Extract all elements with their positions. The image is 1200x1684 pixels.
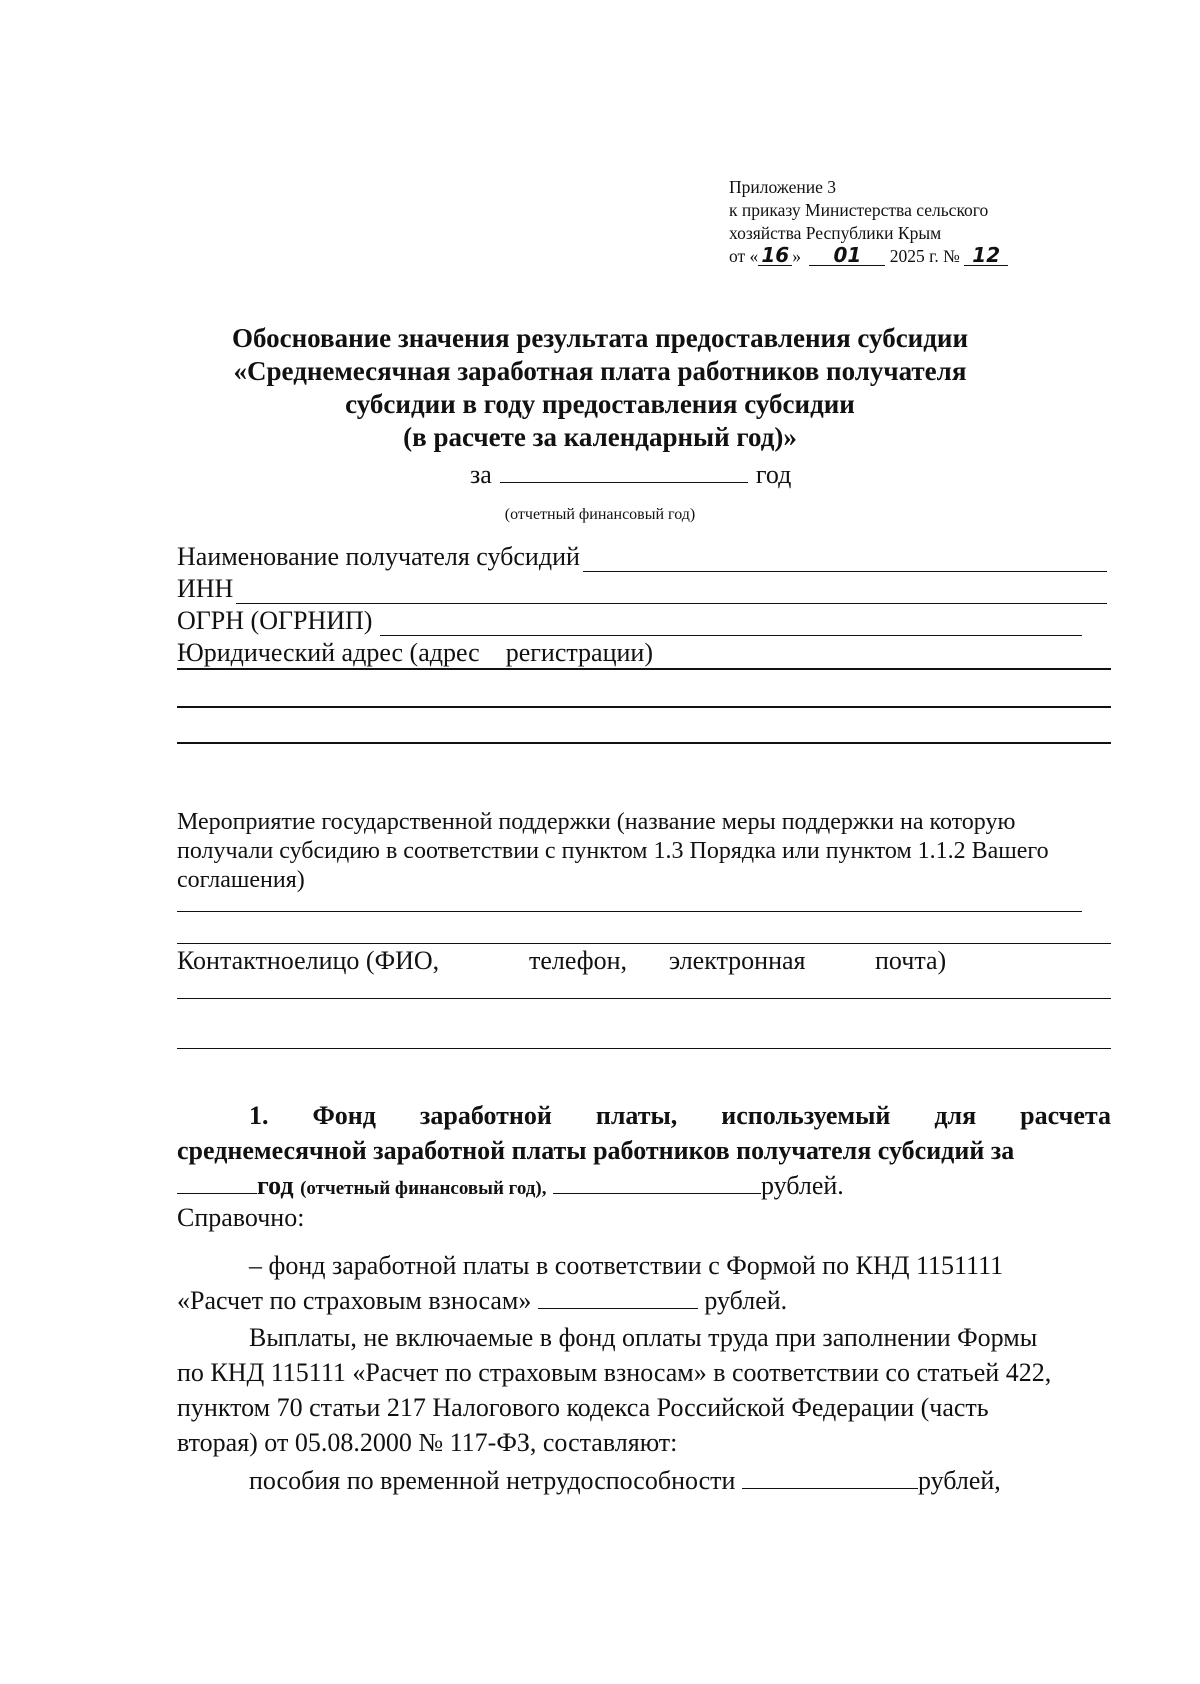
document-title (160, 322, 1040, 454)
benefits-amount-blank[interactable] (742, 1488, 918, 1489)
section-1-line-1: 1. Фонд заработной платы, используемый для расчета (249, 1101, 1111, 1130)
payments-paragraph (177, 1320, 1111, 1460)
title-line-2: «Среднемесячная заработная плата работников получателя (233, 356, 967, 386)
support-measure-blank-1[interactable] (177, 911, 1082, 912)
section-1-amount-blank[interactable] (553, 1193, 761, 1194)
reference-label: Справочно: (177, 1203, 305, 1232)
period-za: за (470, 460, 492, 489)
period-god: год (755, 460, 792, 489)
fund-amount-blank[interactable] (538, 1308, 698, 1309)
support-measure-line-1: Мероприятие государственной поддержки (название меры поддержки на которую (177, 809, 1016, 835)
recipient-name-field (177, 542, 1107, 572)
title-line-1: Обоснование значения результата предоставления субсидии (231, 323, 969, 353)
appendix-order-ref: к приказу Министерства сельского (729, 200, 989, 220)
contact-blank-2[interactable] (177, 1048, 1111, 1049)
handwritten-number: 12 (964, 245, 1008, 266)
contact-blank-1[interactable] (177, 998, 1111, 999)
inn-field (177, 574, 1107, 604)
appendix-date-line: от « 16 » 01 2025 г. № 12 (729, 245, 1008, 268)
address-field (177, 638, 1111, 668)
section-1-line-3: год (отчетный финансовый год), рублей. (177, 1168, 1111, 1206)
address-line-3[interactable] (177, 742, 1111, 744)
handwritten-day: 16 (758, 245, 792, 266)
section-1-line-2: среднемесячной заработной платы работников получателя субсидий за (177, 1136, 1015, 1165)
fund-paragraph (177, 1248, 1111, 1318)
fund-line-2: «Расчет по страховым взносам» рублей. (177, 1286, 788, 1315)
address-line-1[interactable] (177, 668, 1111, 670)
appendix-title: Приложение 3 (729, 177, 837, 197)
ogrn-label: ОГРН (ОГРНИП) (177, 606, 373, 635)
support-measure-line-2: получали субсидию в соответствии с пунктом 1.3 Порядка или пунктом 1.1.2 Вашего (177, 838, 1049, 864)
title-line-3: субсидии в году предоставления субсидии (345, 389, 855, 419)
payments-line-3: пунктом 70 статьи 217 Налогового кодекса Российской Федерации (часть (177, 1393, 989, 1422)
support-measure-paragraph (177, 808, 1111, 895)
address-line-2[interactable] (177, 706, 1111, 708)
contact-person-label: Контактноелицо (ФИО, телефон, электронная почта) (177, 946, 947, 975)
inn-label: ИНН (177, 574, 234, 603)
period-caption: (отчетный финансовый год) (504, 506, 696, 523)
handwritten-month: 01 (809, 245, 885, 266)
title-line-4: (в расчете за календарный год)» (403, 422, 797, 452)
section-1-year-blank[interactable] (177, 1193, 257, 1194)
support-measure-line-3: соглашения) (177, 867, 305, 893)
support-measure-blank-2[interactable] (177, 943, 1111, 944)
appendix-ministry: хозяйства Республики Крым (729, 223, 942, 243)
benefits-rub: рублей, (917, 1466, 1001, 1495)
period-year-blank[interactable] (500, 482, 748, 483)
section-1 (177, 1098, 1111, 1206)
payments-line-1: Выплаты, не включаемые в фонд оплаты труда при заполнении Формы (249, 1323, 1038, 1352)
fund-line-1: – фонд заработной платы в соответствии с Формой по КНД 1151111 (249, 1251, 1004, 1280)
address-label: Юридический адрес (адрес регистрации) (177, 638, 653, 667)
period-line (470, 460, 791, 490)
payments-line-4: вторая) от 05.08.2000 № 117-ФЗ, составляют: (177, 1428, 678, 1457)
benefits-line (249, 1463, 1001, 1498)
inn-blank[interactable] (236, 581, 1107, 604)
ogrn-blank[interactable] (380, 613, 1082, 636)
recipient-name-blank[interactable] (583, 549, 1107, 572)
ogrn-field (177, 606, 1082, 636)
recipient-name-label: Наименование получателя субсидий (177, 542, 580, 571)
appendix-block (729, 176, 1008, 268)
payments-line-2: по КНД 115111 «Расчет по страховым взносам» в соответствии со статьей 422, (177, 1358, 1052, 1387)
benefits-label: пособия по временной нетрудоспособности (249, 1466, 736, 1495)
